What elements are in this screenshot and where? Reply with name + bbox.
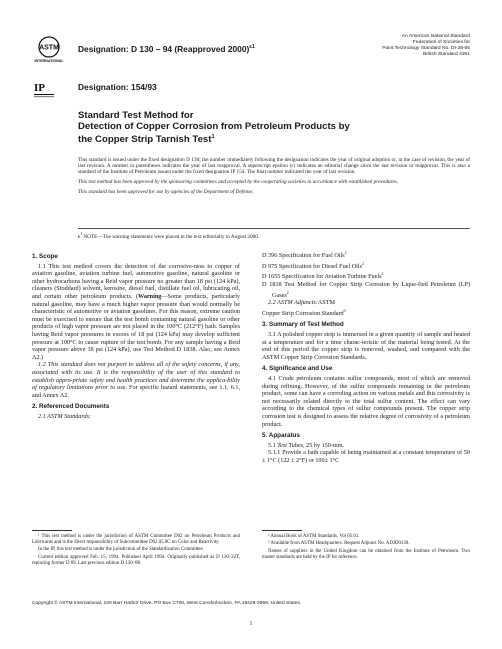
reference-item: D 1838 Test Method for Copper Strip Corrosion by Lique-fied Petroleum (LP) Gases$^2$: [262, 280, 470, 299]
footnote-1: ¹ This test method is under the jurisdiction of ASTM Committee D02 on Petroleum Products and Lubricants and is the direct responsibility of Subcommittee D02.05.0C on Color and Reactivity.: [32, 534, 240, 545]
reference-list: [262, 249, 470, 299]
issuance-notes: [78, 157, 470, 199]
footnotes-right: [262, 528, 470, 562]
paragraph-4-1: 4.1 Crude petroleum contains sulfur compounds, most of which are removed during refining. However, of the sulfur compounds remaining in the petroleum product, some can have a corroding action on various metals and this corrosivity is not necessarily related directly to the total sulfur content. The effect can vary according to the chemical types of sulfur compounds present. The copper strip corrosion test is designed to assess the relative degree of corrosivity of a petroleum product.: [262, 375, 470, 428]
reference-item: D 1655 Specification for Aviation Turbine Fuels$^2$: [262, 271, 384, 281]
section-heading: 3. Summary of Test Method: [262, 321, 344, 329]
astm-logo-text: ASTM: [39, 44, 59, 52]
footnote-2: ² Annual Book of ASTM Standards, Vol 05.01.: [268, 534, 360, 539]
footnote-rule: [262, 530, 302, 531]
editorial-note: $\varepsilon^1$ NOTE—The warning statements were placed in the text editorially in August 2000.: [78, 228, 470, 240]
right-column: [262, 249, 470, 465]
reference-item: D 396 Specification for Fuel Oils$^2$: [262, 250, 347, 260]
section-heading: 1. Scope: [32, 253, 58, 260]
adjunct-item: Copper Strip Corrosion Standard$^3$: [262, 307, 346, 317]
ip-logo: [32, 80, 60, 100]
approval-paragraph: This test method has been approved by the sponsoring committees and accepted by the cooperating societies in accordance with established procedures.: [78, 179, 399, 186]
footnote-3: ³ Available from ASTM Headquarters. Request Adjunct No. ADJD0130.: [268, 541, 410, 547]
footnote-1b: In the IP, this test method is under the jurisdiction of the Standardization Committee.: [38, 547, 204, 553]
astm-logo: [32, 36, 66, 64]
paragraph-3-1: 3.1 A polished copper strip is immersed in a given quantity of sample and heated at a temperature and for a time charac-teristic of the material being tested. At the end of this period the copper strip is removed, washed, and compared with the ASTM Copper Strip Corrosion Standards.: [262, 331, 470, 361]
adjuncts-heading: 2.2 ASTM Adjuncts:ASTM: [268, 299, 335, 307]
left-column: [32, 249, 240, 420]
title-line-3: the Copper Strip Tarnish Test$^1$: [78, 134, 215, 146]
footnote-rule: [32, 530, 72, 531]
reference-item: D 975 Specification for Diesel Fuel Oils$^2$: [262, 260, 365, 270]
title-line-2: Detection of Copper Corrosion from Petroleum Products by: [78, 121, 350, 132]
page-number: 1: [249, 621, 253, 627]
section-heading: 2. Referenced Documents: [32, 403, 110, 411]
paragraph-5-1: 5.1 Test Tubes, 25 by 150-mm.: [268, 441, 345, 449]
affiliation-line: An American National Standard: [401, 34, 470, 39]
designation-ip: Designation: 154/93: [78, 82, 157, 92]
astm-logo-sub: INTERNATIONAL: [34, 59, 64, 63]
footnotes-left: [32, 528, 240, 568]
issuance-paragraph: This standard is issued under the fixed designation D 130; the number immediately following the designation indicates the year of original adoption or, in the case of revision, the year of last revision. A number in parentheses indicates the year of last reapproval. A superscript epsilon (ε) indicates an editorial change since the last revision or reapproval. This is also a standard of the Institute of Petroleum issued under the fixed designation IP 154. The final number indicated the year of last revision.: [78, 157, 470, 176]
standard-affiliations: [382, 34, 470, 58]
ip-logo-text: IP: [34, 82, 45, 94]
footnote-1c: Current edition approved Feb. 15, 1994. Published April 1994. Originally published as D 130–22T, replacing former D 89. Last previous edition D 130–88.: [32, 554, 240, 566]
title-line-1: Standard Test Method for: [78, 110, 194, 121]
paragraph-5-1-1: 5.1.1 Provide a bath capable of being maintained at a constant temperature of 50 ± 1°C (122 ± 2°F) or 100± 1°C: [262, 449, 470, 464]
paragraph-1-1: 1.1 This test method covers the detection of the corrosive-ness to copper of aviation gasoline, aviation turbine fuel, automotive gasoline, natural gasoline or other hydrocarbons having a Reid vapor pressure no greater than 18 psi (124 kPa), cleaners (Stoddard) solvent, kerosine, diesel fuel, distillate fuel oil, lubricating oil, and certain other petroleum products. (Warning—Some products, particularly natural gasoline, may have a much higher vapor pressure than would normally be characteristic of automotive or aviation gasolines. For this reason, extreme caution must be exercised to ensure that the test bomb containing natural gasoline or other products of high vapor pressure are not placed in the 100°C (212°F) bath. Samples having Reid vapor pressures in excess of 18 psi (124 kPa) may develop sufficient pressure at 100°C to cause rupture of the test bomb. For any sample having a Reid vapor pressure above 18 psi (124 kPa), use Test Method D 1838. Also, see Annex A2.): [32, 262, 241, 361]
paragraph-2-1: 2.1 ASTM Standards:: [38, 412, 92, 420]
affiliation-line: British Standard 4351: [422, 52, 470, 57]
section-heading: 4. Significance and Use: [262, 365, 333, 373]
designation-astm: Designation: D 130 – 94 (Reapproved 2000)$^{\varepsilon 1}$: [78, 44, 255, 54]
dod-paragraph: This standard has been approved for use by agencies of the Department of Defense.: [78, 189, 254, 196]
affiliation-line: Federation of Societies for: [412, 40, 470, 45]
footnote-3b: Names of suppliers in the United Kingdom can be obtained from the Institute of Petroleum. Two master standards are held by the IP for reference.: [262, 548, 470, 560]
document-title: [78, 110, 468, 145]
affiliation-line: Paint Technology Standard No. DI-28-65: [382, 46, 470, 51]
section-heading: 5. Apparatus: [262, 432, 300, 440]
copyright-notice: Copyright © ASTM International, 100 Barr Harbor Drive, PO Box C700, West Conshohocken, PA 19428-2959, United States.: [32, 601, 302, 606]
paragraph-1-2: 1.2 This standard does not purport to address all of the safety concerns, if any, associated with its use. It is the responsibility of the user of this standard to establish appro-priate safety and health practices and determine the applica-bility of regulatory limitations prior to use. For specific hazard statements, see 1.1, 6.1, and Annex A2.: [32, 361, 240, 399]
